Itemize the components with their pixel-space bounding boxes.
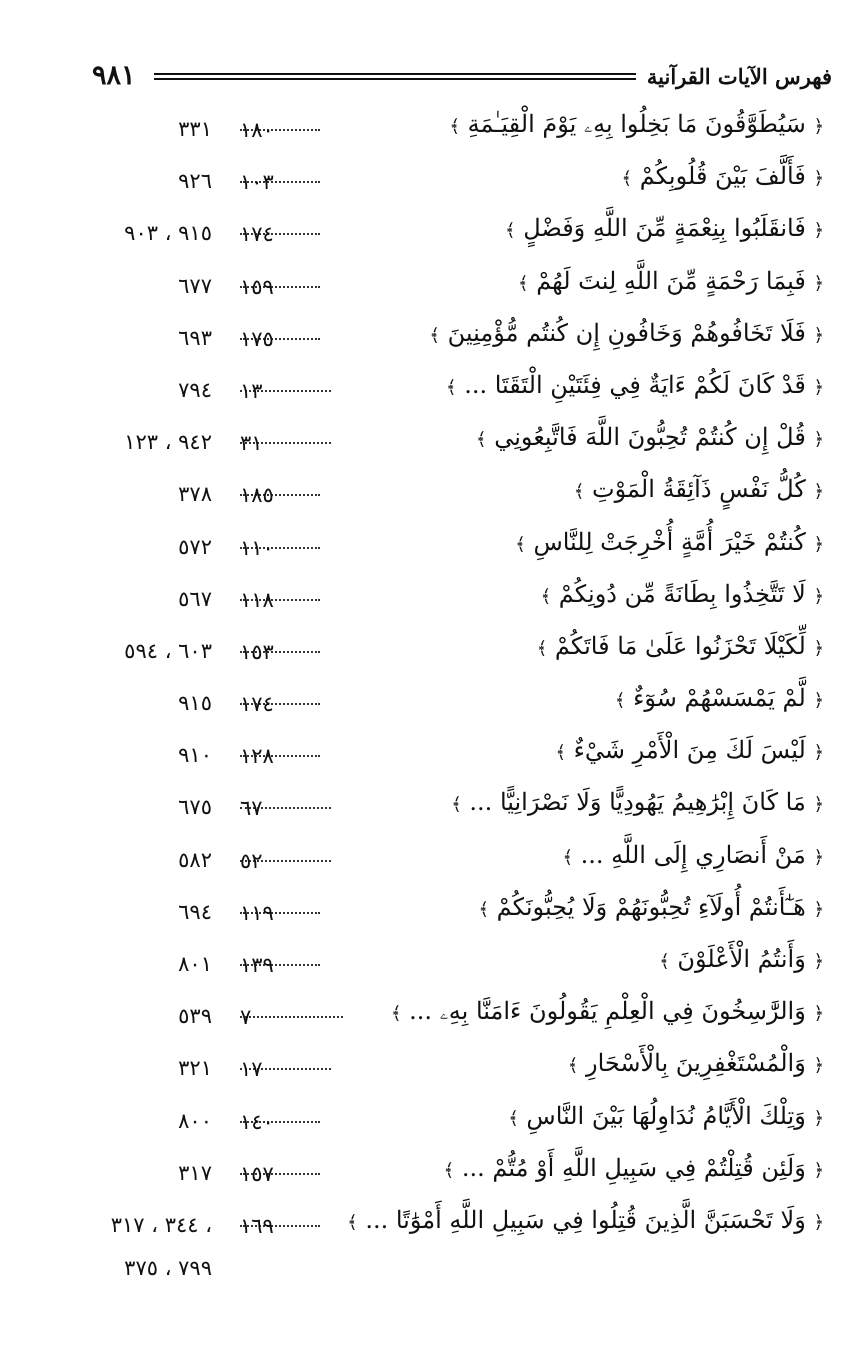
verse-words: وَأَنتُمُ الْأَعْلَوْنَ <box>677 945 806 973</box>
verse-text <box>444 1154 824 1182</box>
ornament-open-bracket: ﴿ <box>813 116 824 137</box>
index-row <box>0 730 868 782</box>
verse-words: فَأَلَّفَ بَيْنَ قُلُوبِكُمْ <box>639 162 806 191</box>
ornament-close-bracket: ﴾ <box>573 481 585 503</box>
index-row <box>0 208 868 260</box>
verse-text <box>449 110 824 138</box>
index-row <box>0 1200 868 1252</box>
ornament-open-bracket: ﴿ <box>813 690 824 712</box>
verse-words: وَلَا تَحْسَبَنَّ الَّذِينَ قُتِلُوا فِي سَبِيلِ اللَّهِ أَمْوَٰتًا ... <box>365 1205 806 1234</box>
page-references: ٥٨٢ <box>178 847 212 872</box>
index-row <box>0 991 868 1043</box>
verse-text <box>568 1049 824 1077</box>
verse-words: لَيْسَ لَكَ مِنَ الْأَمْرِ شَيْءٌ <box>573 736 806 765</box>
verse-text <box>622 162 825 190</box>
ayah-number: ٦٧ <box>240 796 263 821</box>
ornament-close-bracket: ﴾ <box>429 324 440 346</box>
verse-text <box>505 214 824 242</box>
ayah-number: ١٥٩ <box>240 274 274 299</box>
ornament-close-bracket: ﴾ <box>567 1055 579 1077</box>
verse-words: مَنْ أَنصَارِي إِلَى اللَّهِ ... <box>580 840 806 869</box>
page-references: ٩٤٢ ، ١٢٣ <box>124 430 212 455</box>
ornament-close-bracket: ﴾ <box>446 376 457 398</box>
ornament-close-bracket: ﴾ <box>614 690 626 712</box>
ayah-number: ٥٢ <box>240 848 263 873</box>
page-number: ٩٨١ <box>92 60 136 91</box>
ornament-close-bracket: ﴾ <box>540 585 552 607</box>
ayah-number: ١٢٨ <box>240 744 274 769</box>
index-row <box>0 522 868 574</box>
ornament-close-bracket: ﴾ <box>478 898 489 920</box>
page-references: ٦٧٥ <box>178 795 212 820</box>
ornament-open-bracket: ﴿ <box>813 324 824 346</box>
ornament-open-bracket: ﴿ <box>813 742 824 764</box>
page-references: ٣٧٨ <box>178 482 212 507</box>
index-row <box>0 626 868 678</box>
ornament-open-bracket: ﴿ <box>813 168 824 190</box>
verse-text <box>451 788 824 816</box>
verse-index-list <box>0 104 868 1252</box>
ayah-number: ١٨٠ <box>240 118 274 142</box>
verse-words: وَلَئِن قُتِلْتُمْ فِي سَبِيلِ اللَّهِ أَوْ مُتُّمْ ... <box>461 1153 806 1182</box>
verse-words: فَلَا تَخَافُوهُمْ وَخَافُونِ إِن كُنتُم مُّؤْمِنِينَ <box>447 318 806 347</box>
verse-words: هَـٰٓأَنتُمْ أُولَآءِ تُحِبُّونَهُمْ وَلَا يُحِبُّونَكُمْ <box>496 892 806 921</box>
index-row <box>0 678 868 730</box>
ornament-open-bracket: ﴿ <box>813 1055 824 1077</box>
verse-words: لِّكَيْلَا تَحْزَنُوا عَلَىٰ مَا فَاتَكُمْ <box>554 631 806 660</box>
page-references: ، ٣٤٤ ، ٣١٧ <box>110 1212 212 1237</box>
ayah-number: ١٦٩ <box>240 1213 274 1238</box>
verse-words: قُلْ إِن كُنتُمْ تُحِبُّونَ اللَّهَ فَاتَّبِعُونِي <box>494 423 806 452</box>
verse-words: كُلُّ نَفْسٍ ذَآئِقَةُ الْمَوْتِ <box>592 475 806 504</box>
ayah-number: ١١٠ <box>240 535 274 560</box>
verse-text <box>391 997 824 1025</box>
verse-text <box>562 841 824 869</box>
ornament-close-bracket: ﴾ <box>536 637 548 659</box>
ayah-number: ١٧٥ <box>240 326 274 351</box>
ayah-number: ٧ <box>240 1005 252 1030</box>
ornament-close-bracket: ﴾ <box>347 1211 358 1233</box>
ayah-number: ١٧ <box>240 1057 263 1082</box>
ornament-close-bracket: ﴾ <box>621 168 633 190</box>
ayah-number: ١٥٧ <box>240 1161 274 1186</box>
index-row <box>0 261 868 313</box>
ornament-close-bracket: ﴾ <box>515 533 526 555</box>
index-row <box>0 1096 868 1148</box>
verse-words: لَا تَتَّخِذُوا بِطَانَةً مِّن دُونِكُمْ <box>558 579 806 608</box>
ornament-open-bracket: ﴿ <box>813 637 824 659</box>
page-references: ٣١٧ <box>178 1160 212 1185</box>
verse-text <box>541 580 824 608</box>
ornament-open-bracket: ﴿ <box>813 951 824 972</box>
index-row <box>0 939 868 991</box>
ayah-number: ١٨٥ <box>240 483 274 508</box>
page-references: ٦٧٧ <box>178 273 212 298</box>
index-row <box>0 417 868 469</box>
page-references: ٦٠٣ ، ٥٩٤ <box>124 638 212 663</box>
verse-text <box>574 475 824 503</box>
ornament-open-bracket: ﴿ <box>813 1211 824 1233</box>
verse-words: كُنتُمْ خَيْرَ أُمَّةٍ أُخْرِجَتْ لِلنَّاسِ <box>533 527 806 556</box>
page-references: ٥٦٧ <box>178 586 212 611</box>
verse-words: وَالْمُسْتَغْفِرِينَ بِالْأَسْحَارِ <box>585 1049 806 1078</box>
ornament-open-bracket: ﴿ <box>813 533 824 555</box>
ornament-close-bracket: ﴾ <box>443 1159 455 1181</box>
index-row <box>0 104 868 156</box>
ayah-number: ١٧٤ <box>240 222 274 247</box>
page-references: ٩١٥ <box>178 691 212 716</box>
index-row <box>0 156 868 208</box>
verse-words: سَيُطَوَّقُونَ مَا بَخِلُوا بِهِۦ يَوْمَ الْقِيَـٰمَةِ <box>467 110 806 138</box>
page-header <box>92 60 832 96</box>
page-references: ٨٠٠ <box>178 1108 212 1133</box>
index-row <box>0 574 868 626</box>
page-references: ٥٧٢ <box>178 534 212 559</box>
ayah-number: ١٣٩ <box>240 953 274 977</box>
ornament-open-bracket: ﴿ <box>813 585 824 607</box>
page-references: ٣٣١ <box>178 117 212 141</box>
pages-continuation: ٧٩٩ ، ٣٧٥ <box>124 1256 212 1280</box>
ornament-close-bracket: ﴾ <box>562 846 574 868</box>
ayah-number: ١٧٤ <box>240 692 274 717</box>
ornament-open-bracket: ﴿ <box>813 429 824 451</box>
index-row <box>0 365 868 417</box>
page-references: ٦٩٤ <box>178 899 212 924</box>
ornament-open-bracket: ﴿ <box>813 220 824 242</box>
ayah-number: ١١٨ <box>240 587 274 612</box>
index-row <box>0 1148 868 1200</box>
verse-text <box>476 423 824 451</box>
ornament-close-bracket: ﴾ <box>476 429 487 451</box>
ornament-close-bracket: ﴾ <box>449 116 460 137</box>
verse-words: وَتِلْكَ الْأَيَّامُ نُدَاوِلُهَا بَيْنَ النَّاسِ <box>526 1101 806 1130</box>
verse-words: لَّمْ يَمْسَسْهُمْ سُوٓءٌ <box>633 684 806 713</box>
page-references: ٩١٥ ، ٩٠٣ <box>124 221 212 246</box>
verse-text <box>515 528 824 556</box>
ornament-open-bracket: ﴿ <box>813 272 824 294</box>
ayah-number: ٣١ <box>240 431 263 456</box>
ornament-close-bracket: ﴾ <box>505 220 516 242</box>
ornament-close-bracket: ﴾ <box>508 1107 519 1129</box>
page-title: فهرس الآيات القرآنية <box>646 64 832 89</box>
ornament-open-bracket: ﴿ <box>813 481 824 503</box>
ayah-number: ١٠٣ <box>240 170 274 195</box>
ornament-close-bracket: ﴾ <box>659 951 670 972</box>
ornament-open-bracket: ﴿ <box>813 898 824 920</box>
index-row <box>0 835 868 887</box>
ornament-close-bracket: ﴾ <box>451 794 462 816</box>
page-references: ٥٣٩ <box>178 1004 212 1029</box>
page-references: ٩١٠ <box>178 743 212 768</box>
ayah-number: ١٣ <box>240 378 263 403</box>
verse-text <box>537 632 824 660</box>
page-references: ٩٢٦ <box>178 169 212 194</box>
verse-text <box>518 267 824 295</box>
ornament-open-bracket: ﴿ <box>813 1003 824 1025</box>
verse-text <box>478 893 824 921</box>
page-references: ٧٩٤ <box>178 377 212 402</box>
verse-words: فَبِمَا رَحْمَةٍ مِّنَ اللَّهِ لِنتَ لَهُمْ <box>536 266 806 295</box>
ornament-open-bracket: ﴿ <box>813 1159 824 1181</box>
page-references: ٦٩٣ <box>178 325 212 350</box>
ayah-number: ١٥٣ <box>240 639 274 664</box>
verse-words: قَدْ كَانَ لَكُمْ ءَايَةٌ فِي فِئَتَيْنِ الْتَقَتَا ... <box>464 370 806 399</box>
index-row <box>0 313 868 365</box>
ayah-number: ١١٩ <box>240 900 274 925</box>
ornament-close-bracket: ﴾ <box>518 272 529 294</box>
verse-text <box>659 945 824 973</box>
ornament-open-bracket: ﴿ <box>813 846 824 868</box>
ornament-close-bracket: ﴾ <box>390 1003 402 1025</box>
index-row <box>0 782 868 834</box>
ornament-close-bracket: ﴾ <box>555 742 566 764</box>
ornament-open-bracket: ﴿ <box>813 1107 824 1129</box>
verse-text <box>508 1102 824 1130</box>
verse-text <box>446 371 824 399</box>
page-references: ٨٠١ <box>178 952 212 976</box>
index-row <box>0 887 868 939</box>
verse-words: وَالرَّٰسِخُونَ فِي الْعِلْمِ يَقُولُونَ ءَامَنَّا بِهِۦ ... <box>409 997 806 1026</box>
index-row <box>0 469 868 521</box>
header-rule <box>154 73 636 80</box>
verse-words: فَانقَلَبُوا بِنِعْمَةٍ مِّنَ اللَّهِ وَفَضْلٍ <box>523 214 806 243</box>
verse-text <box>429 319 824 347</box>
verse-text <box>555 736 824 764</box>
index-row <box>0 1043 868 1095</box>
verse-text <box>615 684 824 712</box>
ayah-number: ١٤٠ <box>240 1109 274 1134</box>
verse-text <box>347 1206 824 1234</box>
verse-words: مَا كَانَ إِبْرَٰهِيمُ يَهُودِيًّا وَلَا نَصْرَانِيًّا ... <box>469 788 806 817</box>
ornament-open-bracket: ﴿ <box>813 376 824 398</box>
page-references: ٣٢١ <box>178 1056 212 1081</box>
ornament-open-bracket: ﴿ <box>813 794 824 816</box>
